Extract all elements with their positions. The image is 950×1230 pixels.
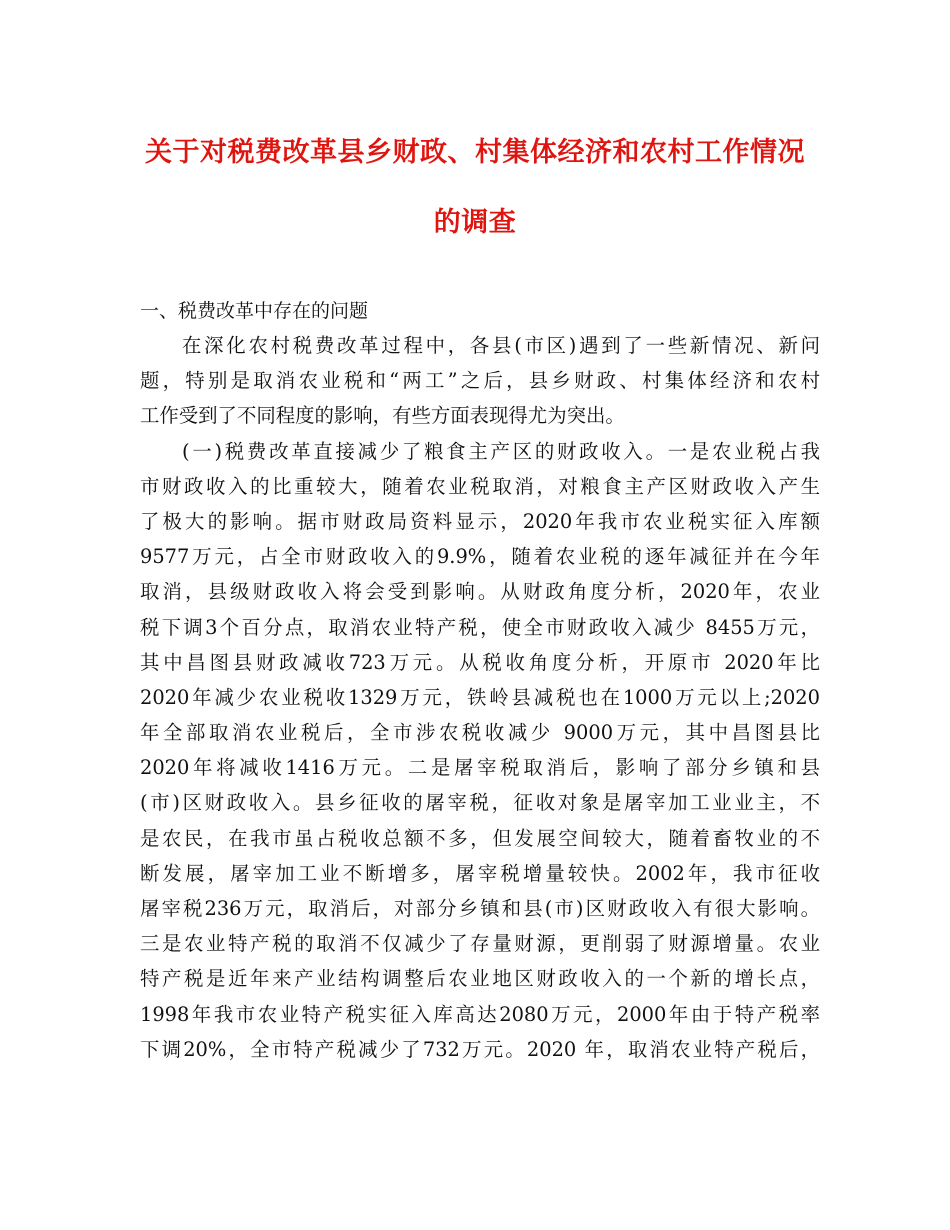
text-line: 题，特别是取消农业税和“两工”之后，县乡财政、村集体经济和农村 <box>140 369 820 393</box>
text-line: 9577万元，占全市财政收入的9.9%，随着农业税的逐年减征并在今年 <box>140 545 820 569</box>
text-line: 是农民，在我市虽占税收总额不多，但发展空间较大，随着畜牧业的不 <box>140 826 820 850</box>
document-title-line-2: 的调查 <box>433 207 517 238</box>
text-line: 屠宰税236万元，取消后，对部分乡镇和县(市)区财政收入有很大影响。 <box>140 897 820 920</box>
text-line: 三是农业特产税的取消不仅减少了存量财源，更削弱了财源增量。农业 <box>140 932 820 956</box>
text-line: 断发展，屠宰加工业不断增多，屠宰税增量较快。2002年，我市征收 <box>140 861 820 885</box>
text-line: 2020年减少农业税收1329万元，铁岭县减税也在1000万元以上;2020 <box>140 685 820 709</box>
text-line: 特产税是近年来产业结构调整后农业地区财政收入的一个新的增长点， <box>140 967 820 991</box>
text-line: (一)税费改革直接减少了粮食主产区的财政收入。一是农业税占我 <box>182 439 820 463</box>
text-line: 了极大的影响。据市财政局资料显示，2020年我市农业税实征入库额 <box>140 509 820 533</box>
text-line: 2020年将减收1416万元。二是屠宰税取消后，影响了部分乡镇和县 <box>140 756 820 780</box>
text-line: 1998年我市农业特产税实征入库高达2080万元，2000年由于特产税率 <box>140 1002 820 1026</box>
text-line: 下调20%，全市特产税减少了732万元。2020 年，取消农业特产税后， <box>140 1037 820 1061</box>
body-text <box>140 328 820 1067</box>
text-line: 税下调3个百分点，取消农业特产税，使全市财政收入减少 8455万元， <box>140 615 820 639</box>
text-line: 在深化农村税费改革过程中，各县(市区)遇到了一些新情况、新问 <box>182 334 820 357</box>
text-line: 年全部取消农业税后，全市涉农税收减少 9000万元，其中昌图县比 <box>140 721 820 745</box>
section-heading: 一、税费改革中存在的问题 <box>140 300 369 322</box>
text-line: (市)区财政收入。县乡征收的屠宰税，征收对象是屠宰加工业业主，不 <box>140 791 820 815</box>
text-line: 其中昌图县财政减收723万元。从税收角度分析，开原市 2020年比 <box>140 650 820 674</box>
text-line: 取消，县级财政收入将会受到影响。从财政角度分析，2020年，农业 <box>140 580 820 604</box>
text-line: 市财政收入的比重较大，随着农业税取消，对粮食主产区财政收入产生 <box>140 474 820 498</box>
document-title-line-1: 关于对税费改革县乡财政、村集体经济和农村工作情况 <box>145 137 805 168</box>
text-line: 工作受到了不同程度的影响，有些方面表现得尤为突出。 <box>140 404 625 428</box>
